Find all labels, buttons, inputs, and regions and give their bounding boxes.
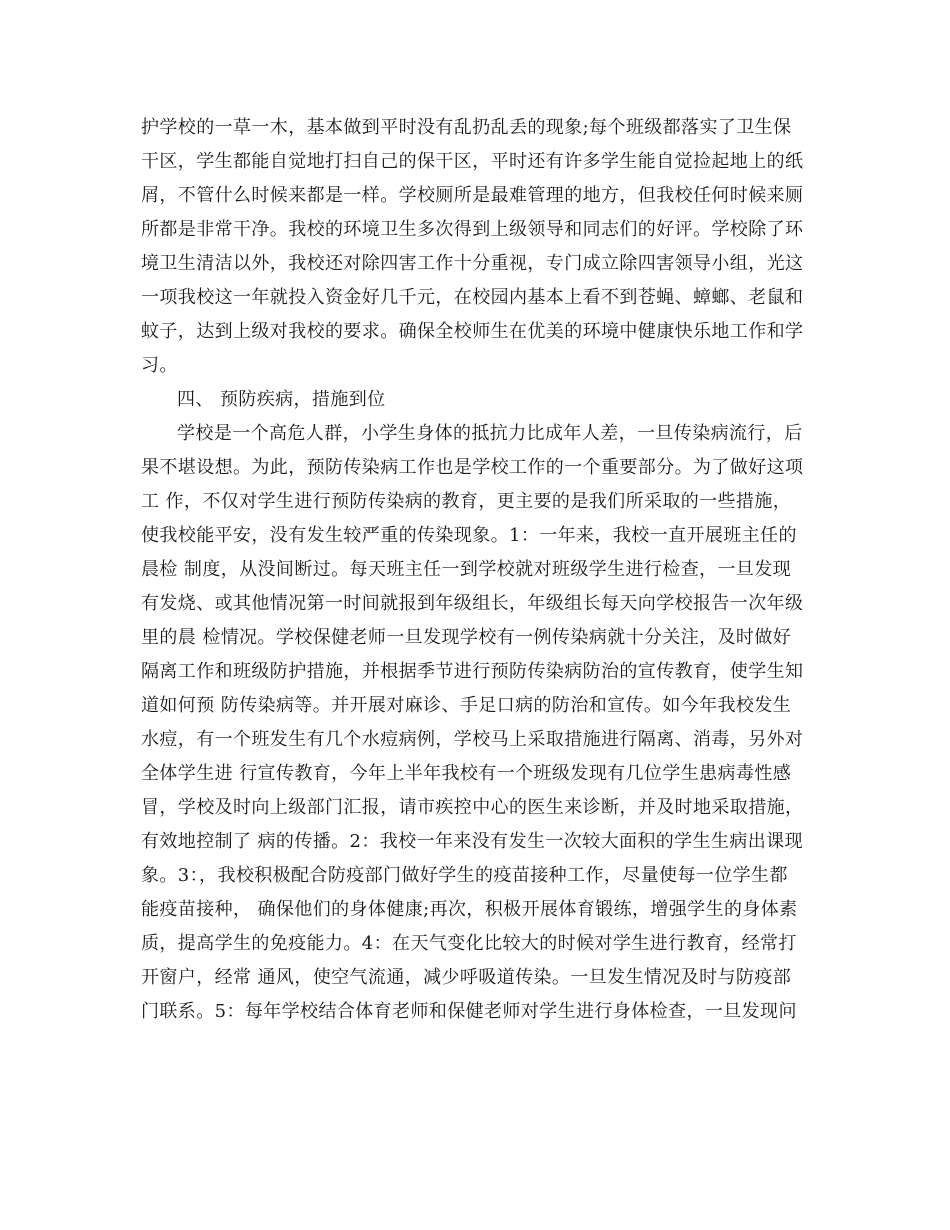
text-line: 水痘，有一个班发生有几个水痘病例，学校马上采取措施进行隔离、消毒，另外对 <box>141 729 804 750</box>
text-line: 有效地控制了 病的传播。2：我校一年来没有发生一次较大面积的学生生病出课现 <box>141 831 803 852</box>
text-line: 屑，不管什么时候来都是一样。学校厕所是最难管理的地方，但我校任何时候来厕 <box>141 185 804 206</box>
text-line: 开窗户，经常 通风，使空气流通，减少呼吸道传染。一旦发生情况及时与防疫部 <box>141 967 792 988</box>
text-line: 干区，学生都能自觉地打扫自己的保干区，平时还有许多学生能自觉捡起地上的纸 <box>141 151 804 172</box>
text-line: 全体学生进 行宣传教育，今年上半年我校有一个班级发现有几位学生患病毒性感 <box>141 763 792 784</box>
text-line: 能疫苗接种， 确保他们的身体健康;再次，积极开展体育锻练，增强学生的身体素 <box>141 899 798 920</box>
text-line: 晨检 制度，从没间断过。每天班主任一到学校就对班级学生进行检查，一旦发现 <box>141 559 792 580</box>
text-line: 质，提高学生的免疫能力。4：在天气变化比较大的时候对学生进行教育，经常打 <box>141 933 797 954</box>
text-line: 隔离工作和班级防护措施，并根据季节进行预防传染病防治的宣传教育，使学生知 <box>141 661 804 682</box>
text-line: 门联系。5：每年学校结合体育老师和保健老师对学生进行身体检查，一旦发现问 <box>141 1001 797 1022</box>
text-line: 有发烧、或其他情况第一时间就报到年级组长，年级组长每天向学校报告一次年级 <box>141 593 804 614</box>
text-line: 象。3：，我校积极配合防疫部门做好学生的疫苗接种工作，尽量使每一位学生都 <box>141 865 788 886</box>
text-line: 工 作，不仅对学生进行预防传染病的教育，更主要的是我们所采取的一些措施， <box>141 491 792 512</box>
text-line: 果不堪设想。为此，预防传染病工作也是学校工作的一个重要部分。为了做好这项 <box>141 457 804 478</box>
section-heading: 四、 预防疾病，措施到位 <box>177 389 386 410</box>
text-line: 一项我校这一年就投入资金好几千元，在校园内基本上看不到苍蝇、蟑螂、老鼠和 <box>141 287 804 308</box>
text-line: 使我校能平安，没有发生较严重的传染现象。1：一年来，我校一直开展班主任的 <box>141 525 797 546</box>
text-line: 所都是非常干净。我校的环境卫生多次得到上级领导和同志们的好评。学校除了环 <box>141 219 804 240</box>
text-line: 习。 <box>141 355 178 376</box>
text-line: 冒，学校及时向上级部门汇报，请市疾控中心的医生来诊断，并及时地采取措施， <box>141 797 804 818</box>
text-line: 里的晨 检情况。学校保健老师一旦发现学校有一例传染病就十分关注，及时做好 <box>141 627 792 648</box>
text-line: 学校是一个高危人群，小学生身体的抵抗力比成年人差，一旦传染病流行，后 <box>177 423 803 444</box>
text-line: 境卫生清洁以外，我校还对除四害工作十分重视，专门成立除四害领导小组，光这 <box>141 253 804 274</box>
text-line: 护学校的一草一木，基本做到平时没有乱扔乱丢的现象;每个班级都落实了卫生保 <box>141 117 792 138</box>
text-line: 道如何预 防传染病等。并开展对麻诊、手足口病的防治和宣传。如今年我校发生 <box>141 695 792 716</box>
text-line: 蚊子，达到上级对我校的要求。确保全校师生在优美的环境中健康快乐地工作和学 <box>141 321 804 342</box>
